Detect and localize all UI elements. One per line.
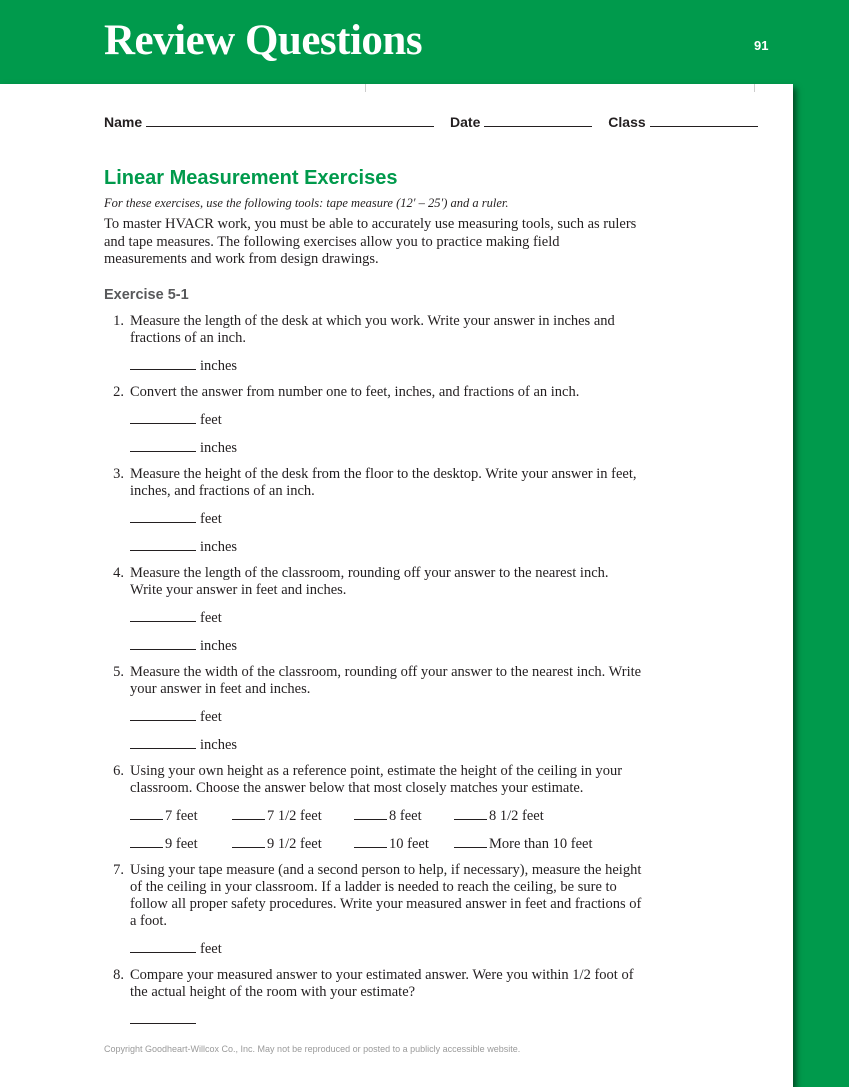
answer-line [104, 356, 644, 375]
question-number: 1. [113, 313, 124, 329]
option-blank[interactable] [454, 834, 487, 848]
question-number: 2. [113, 384, 124, 400]
unit-label: feet [200, 709, 222, 725]
unit-label: feet [200, 511, 222, 527]
answer-blank[interactable] [130, 356, 196, 370]
unit-label: feet [200, 412, 222, 428]
answer-line [104, 509, 644, 528]
answer-blank[interactable] [130, 608, 196, 622]
question-number: 3. [113, 466, 124, 482]
question [104, 466, 644, 500]
unit-label: inches [200, 358, 238, 374]
name-field[interactable] [146, 114, 434, 127]
question-number: 8. [113, 967, 124, 983]
question-text: Measure the width of the classroom, rounding off your answer to the nearest inch. Write your answer in feet and inches. [130, 664, 642, 697]
option-blank[interactable] [130, 834, 163, 848]
question-text: Measure the length of the desk at which you work. Write your answer in inches and fractions of an inch. [130, 313, 615, 346]
question [104, 313, 644, 347]
student-info-row [104, 114, 758, 130]
question-number: 7. [113, 862, 124, 878]
answer-line [104, 939, 644, 958]
answer-blank[interactable] [130, 438, 196, 452]
unit-label: inches [200, 638, 238, 654]
option-blank[interactable] [130, 806, 163, 820]
answer-blank[interactable] [130, 509, 196, 523]
option-label: 9 feet [165, 836, 198, 852]
unit-label: inches [200, 737, 238, 753]
answer-line [104, 438, 644, 457]
question [104, 565, 644, 599]
option-row [104, 834, 644, 853]
question-text: Compare your measured answer to your estimated answer. Were you within 1/2 foot of the actual height of the room with your estimate? [130, 967, 634, 1000]
option-label: 8 1/2 feet [489, 808, 544, 824]
question-number: 4. [113, 565, 124, 581]
answer-blank[interactable] [130, 735, 196, 749]
unit-label: feet [200, 941, 222, 957]
question [104, 384, 644, 401]
question [104, 862, 644, 930]
option[interactable] [454, 806, 614, 825]
question-number: 6. [113, 763, 124, 779]
name-label: Name [104, 114, 143, 130]
option[interactable] [354, 834, 454, 853]
exercise-title: Exercise 5-1 [104, 287, 189, 303]
page-number: 91 [754, 38, 769, 53]
question-text: Using your tape measure (and a second person to help, if necessary), measure the height of the ceiling in your classroom. If a ladder is needed to reach the ceiling, be sure to follow all proper safety procedures. Write your measured answer in feet and fractions of a foot. [130, 862, 642, 929]
question [104, 763, 644, 797]
option[interactable] [454, 834, 614, 853]
answer-blank[interactable] [130, 707, 196, 721]
answer-blank[interactable] [130, 939, 196, 953]
option[interactable] [232, 806, 354, 825]
answer-line [104, 636, 644, 655]
option[interactable] [354, 806, 454, 825]
option-blank[interactable] [354, 806, 387, 820]
answer-line [104, 537, 644, 556]
section-title: Linear Measurement Exercises [104, 167, 398, 189]
date-field[interactable] [484, 114, 592, 127]
question-text: Convert the answer from number one to feet, inches, and fractions of an inch. [130, 384, 580, 400]
question-text: Measure the length of the classroom, rounding off your answer to the nearest inch. Write your answer in feet and inches. [130, 565, 609, 598]
page-title: Review Questions [104, 17, 423, 64]
option-label: 10 feet [389, 836, 429, 852]
option-blank[interactable] [232, 834, 265, 848]
option[interactable] [130, 806, 232, 825]
option-label: 7 1/2 feet [267, 808, 322, 824]
answer-line [104, 707, 644, 726]
option[interactable] [130, 834, 232, 853]
intro-paragraph: To master HVACR work, you must be able to accurately use measuring tools, such as rulers and tape measures. The following exercises allow you to practice making field measurements and work from design drawings. [104, 216, 637, 267]
question-text: Using your own height as a reference point, estimate the height of the ceiling in your classroom. Choose the answer below that most closely matches your estimate. [130, 763, 623, 796]
option-label: More than 10 feet [489, 836, 593, 852]
answer-blank[interactable] [130, 410, 196, 424]
option-label: 8 feet [389, 808, 422, 824]
answer-blank[interactable] [130, 537, 196, 551]
answer-line [104, 608, 644, 627]
divider [754, 84, 755, 92]
question-text: Measure the height of the desk from the floor to the desktop. Write your answer in feet, inches, and fractions of an inch. [130, 466, 637, 499]
question-list [104, 313, 644, 1038]
option-label: 7 feet [165, 808, 198, 824]
answer-blank[interactable] [130, 1010, 196, 1024]
unit-label: inches [200, 539, 238, 555]
question-number: 5. [113, 664, 124, 680]
option-row [104, 806, 644, 825]
tools-note: For these exercises, use the following tools: tape measure (12′ – 25′) and a ruler. [104, 196, 509, 210]
unit-label: inches [200, 440, 238, 456]
option-blank[interactable] [232, 806, 265, 820]
option[interactable] [232, 834, 354, 853]
option-blank[interactable] [454, 806, 487, 820]
option-blank[interactable] [354, 834, 387, 848]
unit-label: feet [200, 610, 222, 626]
answer-line [104, 410, 644, 429]
page-header [0, 0, 849, 84]
answer-line [104, 1010, 644, 1029]
answer-blank[interactable] [130, 636, 196, 650]
question [104, 967, 644, 1001]
answer-line [104, 735, 644, 754]
copyright: Copyright Goodheart-Willcox Co., Inc. May not be reproduced or posted to a publicly accessible website. [104, 1044, 521, 1054]
class-label: Class [608, 114, 646, 130]
option-label: 9 1/2 feet [267, 836, 322, 852]
divider [365, 84, 366, 92]
class-field[interactable] [650, 114, 758, 127]
date-label: Date [450, 114, 481, 130]
question [104, 664, 644, 698]
